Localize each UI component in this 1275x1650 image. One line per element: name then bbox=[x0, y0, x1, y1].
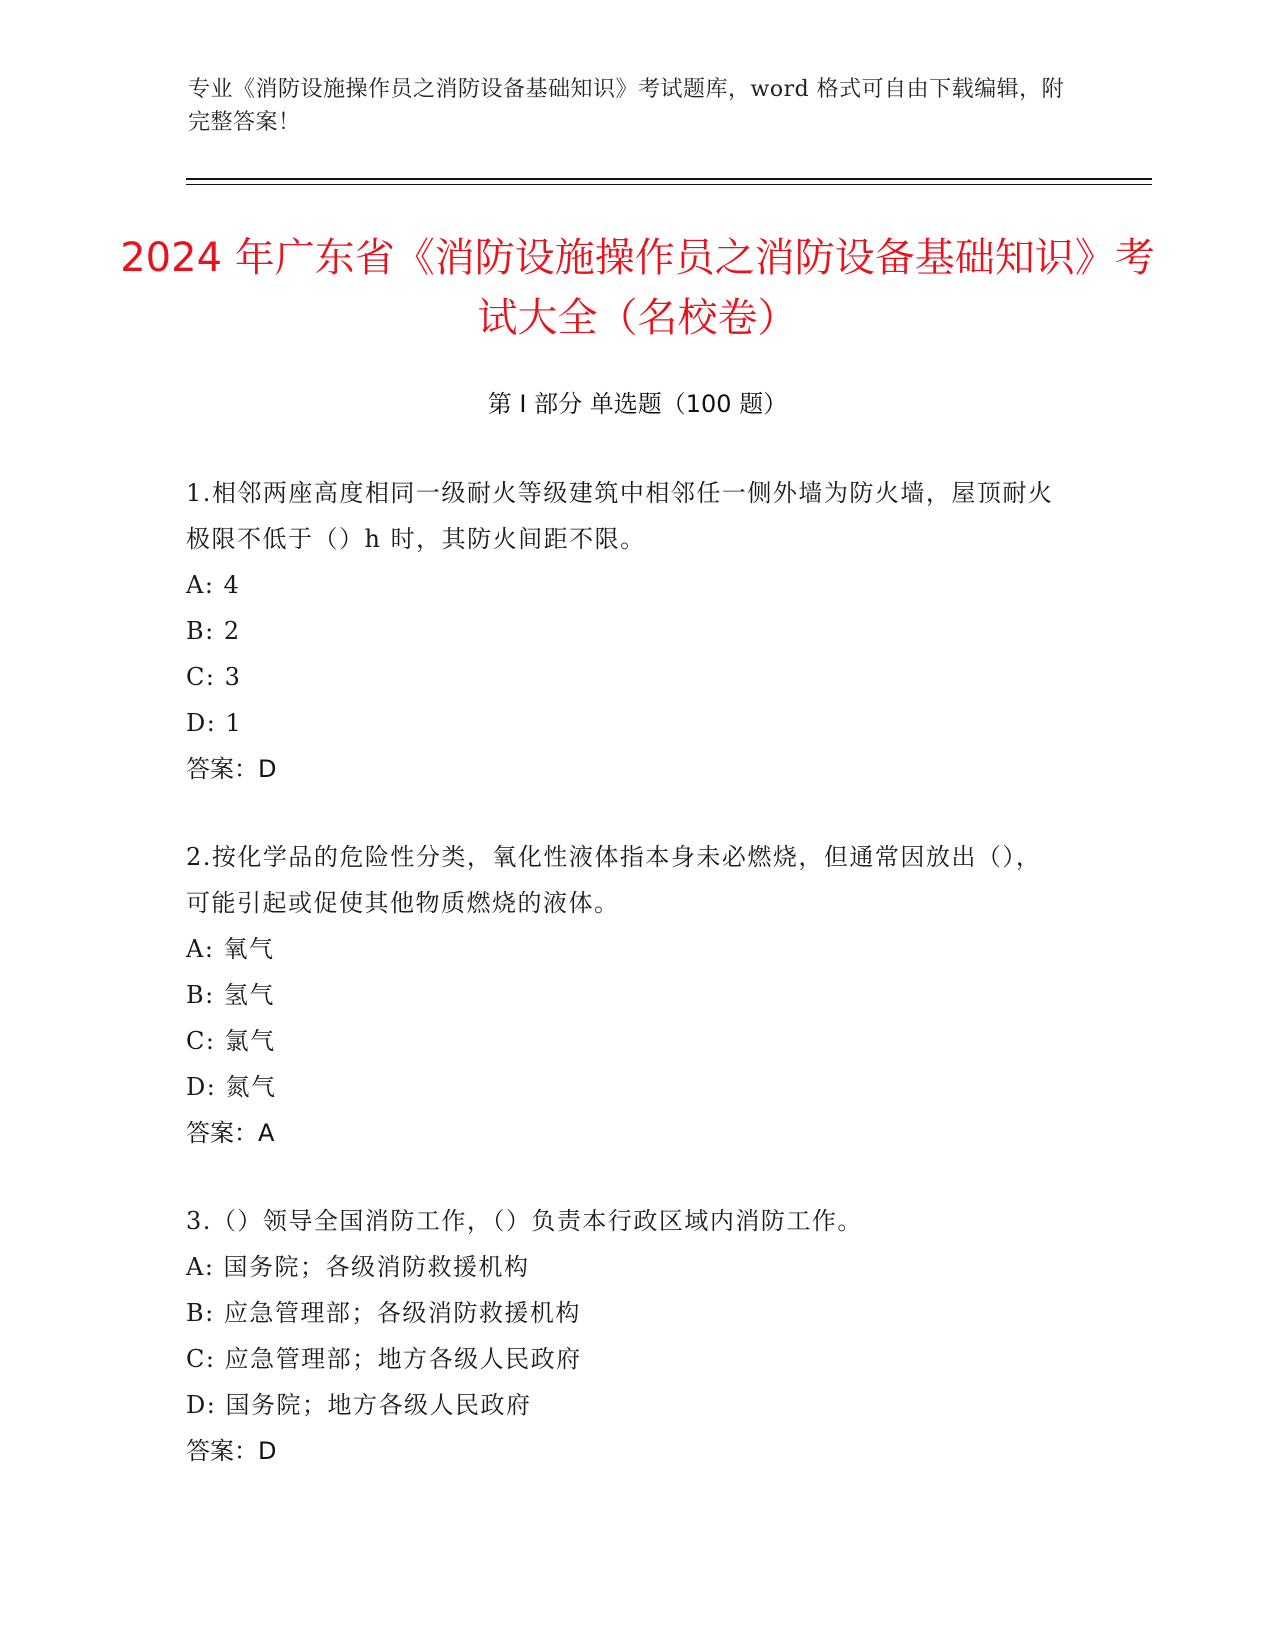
question-2 bbox=[186, 834, 1066, 1156]
question-stem: 2.按化学品的危险性分类，氧化性液体指本身未必燃烧，但通常因放出（），可能引起或促使其他物质燃烧的液体。 bbox=[186, 843, 1042, 917]
option-a: A: 国务院；各级消防救援机构 bbox=[186, 1253, 530, 1281]
option-d: D: 氮气 bbox=[186, 1073, 277, 1101]
header-note: 专业《消防设施操作员之消防设备基础知识》考试题库，word 格式可自由下载编辑，附完整答案！ bbox=[188, 77, 1065, 135]
document-title: 2024 年广东省《消防设施操作员之消防设备基础知识》考试大全（名校卷） bbox=[120, 235, 1155, 341]
answer: 答案：D bbox=[186, 755, 277, 783]
option-d: D: 国务院；地方各级人民政府 bbox=[186, 1391, 532, 1419]
question-stem: 3.（）领导全国消防工作，（）负责本行政区域内消防工作。 bbox=[186, 1207, 863, 1235]
option-c: C: 氯气 bbox=[186, 1027, 276, 1055]
header-rule-thick bbox=[186, 178, 1152, 180]
question-3 bbox=[186, 1198, 1066, 1474]
option-a: A: 4 bbox=[186, 571, 241, 599]
option-b: B: 氢气 bbox=[186, 981, 275, 1009]
option-b: B: 2 bbox=[186, 617, 241, 645]
question-stem: 1.相邻两座高度相同一级耐火等级建筑中相邻任一侧外墙为防火墙，屋顶耐火极限不低于（）h 时，其防火间距不限。 bbox=[186, 479, 1054, 553]
option-c: C: 3 bbox=[186, 663, 242, 691]
question-1 bbox=[186, 470, 1066, 792]
answer: 答案：D bbox=[186, 1437, 277, 1465]
answer: 答案：A bbox=[186, 1119, 275, 1147]
option-a: A: 氧气 bbox=[186, 935, 275, 963]
header-rule-thin bbox=[186, 184, 1152, 185]
option-b: B: 应急管理部；各级消防救援机构 bbox=[186, 1299, 581, 1327]
option-c: C: 应急管理部；地方各级人民政府 bbox=[186, 1345, 582, 1373]
section-heading: 第 I 部分 单选题（100 题） bbox=[487, 390, 788, 418]
option-d: D: 1 bbox=[186, 709, 243, 737]
